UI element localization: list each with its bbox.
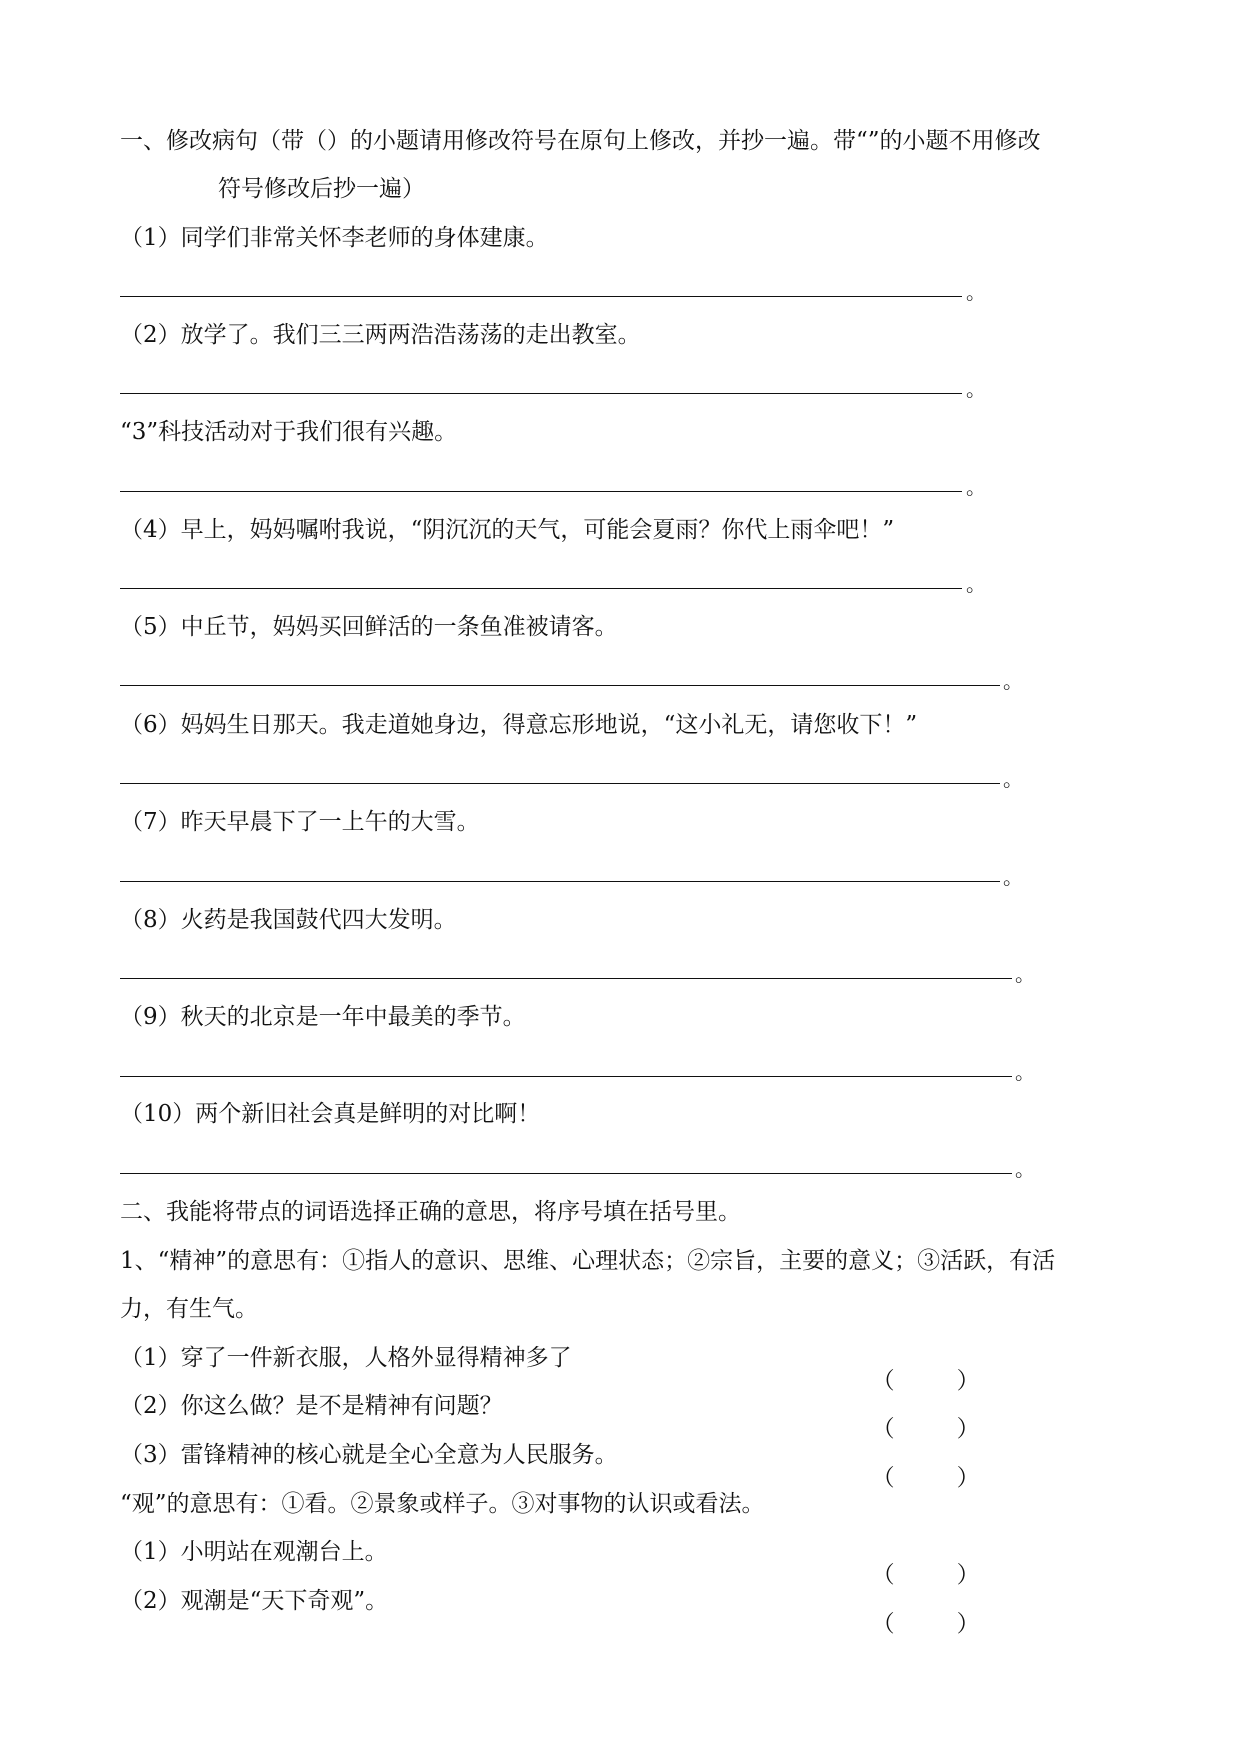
paren-open: （ (871, 1611, 895, 1637)
paren-close: ） (956, 1465, 980, 1491)
item-1-text: （1）同学们非常关怀李老师的身体建康。 (120, 225, 549, 251)
item-4-period: 。 (966, 572, 986, 596)
item-4-text: （4）早上，妈妈嘱咐我说，“阴沉沉的天气，可能会夏雨？你代上雨伞吧！” (120, 517, 895, 543)
paren-close: ） (956, 1611, 980, 1637)
item-8-text: （8）火药是我国鼓代四大发明。 (120, 907, 457, 933)
item-2-period: 。 (966, 377, 986, 401)
q1-item-2-answer[interactable] (857, 1395, 980, 1441)
item-8-period: 。 (1015, 962, 1035, 986)
item-7-text: （7）昨天早晨下了一上午的大雪。 (120, 809, 480, 835)
section1-title: 一、修改病句（带（）的小题请用修改符号在原句上修改，并抄一遍。带“”的小题不用修改 (120, 128, 1041, 154)
item-10-period: 。 (1015, 1157, 1035, 1181)
paren-close: ） (956, 1562, 980, 1588)
q2-item-2: （2）观潮是“天下奇观”。 (120, 1588, 389, 1614)
item-1-period: 。 (966, 280, 986, 304)
q2-definition: “观”的意思有：①看。②景象或样子。③对事物的认识或看法。 (120, 1491, 765, 1517)
q1-definition: 1、“精神”的意思有：①指人的意识、思维、心理状态；②宗旨，主要的意义；③活跃，有活 (120, 1248, 1056, 1274)
q2-item-2-answer[interactable] (857, 1590, 980, 1636)
item-9-answer-line[interactable] (120, 1076, 1012, 1077)
paren-open: （ (871, 1562, 895, 1588)
q2-item-1-answer[interactable] (857, 1541, 980, 1587)
paren-open: （ (871, 1465, 895, 1491)
q1-definition-cont: 力，有生气。 (120, 1296, 258, 1322)
item-7-answer-line[interactable] (120, 881, 1000, 882)
item-6-period: 。 (1003, 767, 1023, 791)
item-10-text: （10）两个新旧社会真是鲜明的对比啊！ (120, 1101, 541, 1127)
q2-item-1: （1）小明站在观潮台上。 (120, 1539, 388, 1565)
q1-item-2: （2）你这么做？是不是精神有问题？ (120, 1393, 503, 1419)
item-8-answer-line[interactable] (120, 978, 1012, 979)
q1-item-3: （3）雷锋精神的核心就是全心全意为人民服务。 (120, 1442, 618, 1468)
item-1-answer-line[interactable] (120, 296, 962, 297)
item-3-answer-line[interactable] (120, 491, 962, 492)
item-4-answer-line[interactable] (120, 588, 962, 589)
q1-item-1-answer[interactable] (857, 1347, 980, 1393)
item-3-period: 。 (966, 475, 986, 499)
item-9-period: 。 (1015, 1060, 1035, 1084)
paren-close: ） (956, 1368, 980, 1394)
section2-title: 二、我能将带点的词语选择正确的意思，将序号填在括号里。 (120, 1199, 741, 1225)
q1-item-3-answer[interactable] (857, 1444, 980, 1490)
paren-open: （ (871, 1416, 895, 1442)
paren-open: （ (871, 1368, 895, 1394)
q1-item-1: （1）穿了一件新衣服，人格外显得精神多了 (120, 1345, 572, 1371)
paren-close: ） (956, 1416, 980, 1442)
item-9-text: （9）秋天的北京是一年中最美的季节。 (120, 1004, 526, 1030)
item-2-text: （2）放学了。我们三三两两浩浩荡荡的走出教室。 (120, 322, 641, 348)
item-5-answer-line[interactable] (120, 685, 1000, 686)
item-5-text: （5）中丘节，妈妈买回鲜活的一条鱼准被请客。 (120, 614, 618, 640)
item-2-answer-line[interactable] (120, 393, 962, 394)
section1-title-cont: 符号修改后抄一遍） (218, 176, 425, 202)
item-10-answer-line[interactable] (120, 1173, 1012, 1174)
item-5-period: 。 (1003, 669, 1023, 693)
item-3-text: “3”科技活动对于我们很有兴趣。 (120, 419, 458, 445)
item-7-period: 。 (1003, 865, 1023, 889)
item-6-answer-line[interactable] (120, 783, 1000, 784)
item-6-text: （6）妈妈生日那天。我走道她身边，得意忘形地说，“这小礼无，请您收下！” (120, 712, 918, 738)
